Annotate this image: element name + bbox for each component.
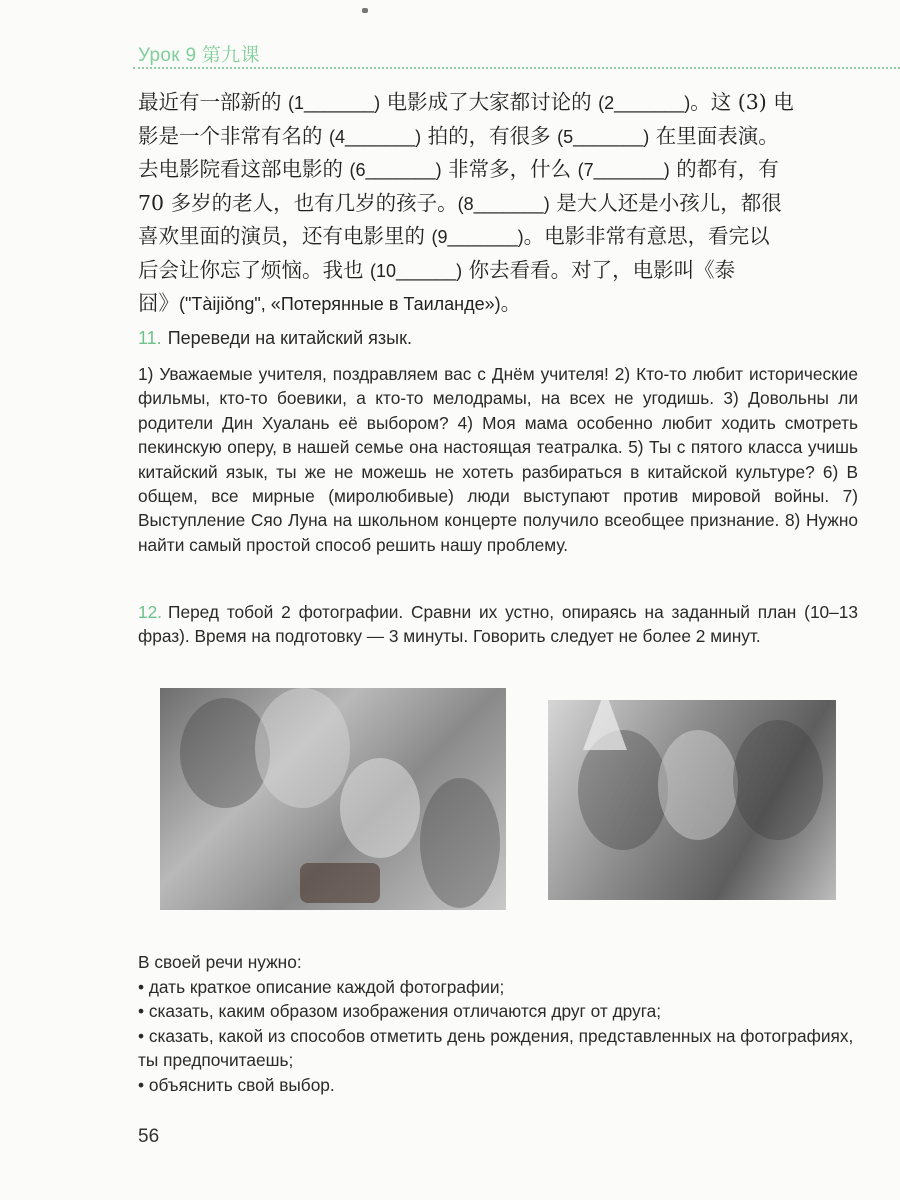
plan-item: • объяснить свой выбор.	[138, 1074, 335, 1095]
print-mark	[362, 8, 368, 13]
cloze-line: 囧》("Tàijiǒng", «Потерянные в Таиланде»)。	[138, 291, 522, 315]
blank: (9_______)	[431, 227, 524, 247]
cloze-line: 影是一个非常有名的 (4_______) 拍的，有很多 (5_______) 在里面表演。	[138, 123, 779, 148]
cloze-line: 去电影院看这部电影的 (6_______) 非常多，什么 (7_______) 的都有，有	[138, 157, 779, 181]
blank: (6_______)	[349, 160, 442, 180]
movie-title-translation: ("Tàijiǒng", «Потерянные в Таиланде»)	[179, 294, 501, 314]
photo-figure	[733, 720, 823, 840]
party-hat-icon	[583, 700, 627, 750]
plan-item: • сказать, каким образом изображения отличаются друг от друга;	[138, 1001, 662, 1021]
exercise-12-title: 12. Перед тобой 2 фотографии. Сравни их устно, опираясь на заданный план (10–13 фраз). Время на подготовку — 3 минуты. Говорить следует не более 2 минут.	[138, 602, 858, 647]
cloze-line: 喜欢里面的演员，还有电影里的 (9_______)。电影非常有意思，看完以	[138, 224, 770, 248]
header-divider	[133, 67, 900, 69]
blank: (4_______)	[329, 126, 422, 147]
cloze-line: 70 多岁的老人，也有几岁的孩子。(8_______) 是大人还是小孩儿，都很	[138, 190, 782, 215]
exercise-11-body: 1) Уважаемые учителя, поздравляем вас с Днём учителя! 2) Кто-то любит исторические фильмы, кто-то боевики, а кто-то мелодрамы, на всех не угодишь. 3) Довольны ли родители Дин Хуалань её выбором? 4) Моя мама особенно любит ходить смотреть пекинскую оперу, в нашей семье она настоящая театралка. 5) Ты с пятого класса учишь китайский язык, ты же не можешь не хотеть разбираться в китайской культуре? 6) В общем, все мирные (миролюбивые) люди выступают против мировой войны. 7) Выступление Сяо Луна на школьном концерте получило всеобщее признание. 8) Нужно найти самый простой способ решить нашу проблему.	[138, 364, 858, 555]
blank: (10______)	[370, 260, 463, 281]
blank: (2_______)	[598, 93, 691, 113]
cake-icon	[300, 863, 380, 903]
plan-item: • сказать, какой из способов отметить день рождения, представленных на фотографиях, ты предпочитаешь;	[138, 1025, 854, 1070]
photo-figure	[340, 758, 420, 858]
exercise-11-title: 11. Переведи на китайский язык.	[138, 328, 412, 348]
plan-item: • дать краткое описание каждой фотографии;	[138, 976, 505, 997]
photo-figure	[658, 730, 738, 840]
photo-cafe-birthday	[160, 688, 506, 910]
exercise-number: 12.	[138, 602, 163, 622]
cloze-text	[138, 86, 858, 321]
page-number: 56	[138, 1126, 160, 1147]
photo-figure	[255, 688, 350, 808]
exercise-12-plan	[138, 950, 858, 1097]
blank: (8_______)	[457, 193, 550, 214]
blank: (7_______)	[577, 160, 670, 180]
exercise-number: 11.	[138, 328, 162, 348]
cloze-line: 最近有一部新的 (1_______) 电影成了大家都讨论的 (2_______)。这 (3) 电	[138, 90, 794, 114]
photo-figure	[420, 778, 500, 908]
plan-intro: В своей речи нужно:	[138, 952, 302, 972]
blank: (1_______)	[288, 93, 381, 113]
blank: (5_______)	[557, 126, 650, 147]
photo-home-birthday	[548, 700, 836, 900]
cloze-line: 后会让你忘了烦恼。我也 (10______) 你去看看。对了，电影叫《泰	[138, 257, 736, 282]
lesson-header: Урок 9 第九课	[138, 45, 260, 66]
